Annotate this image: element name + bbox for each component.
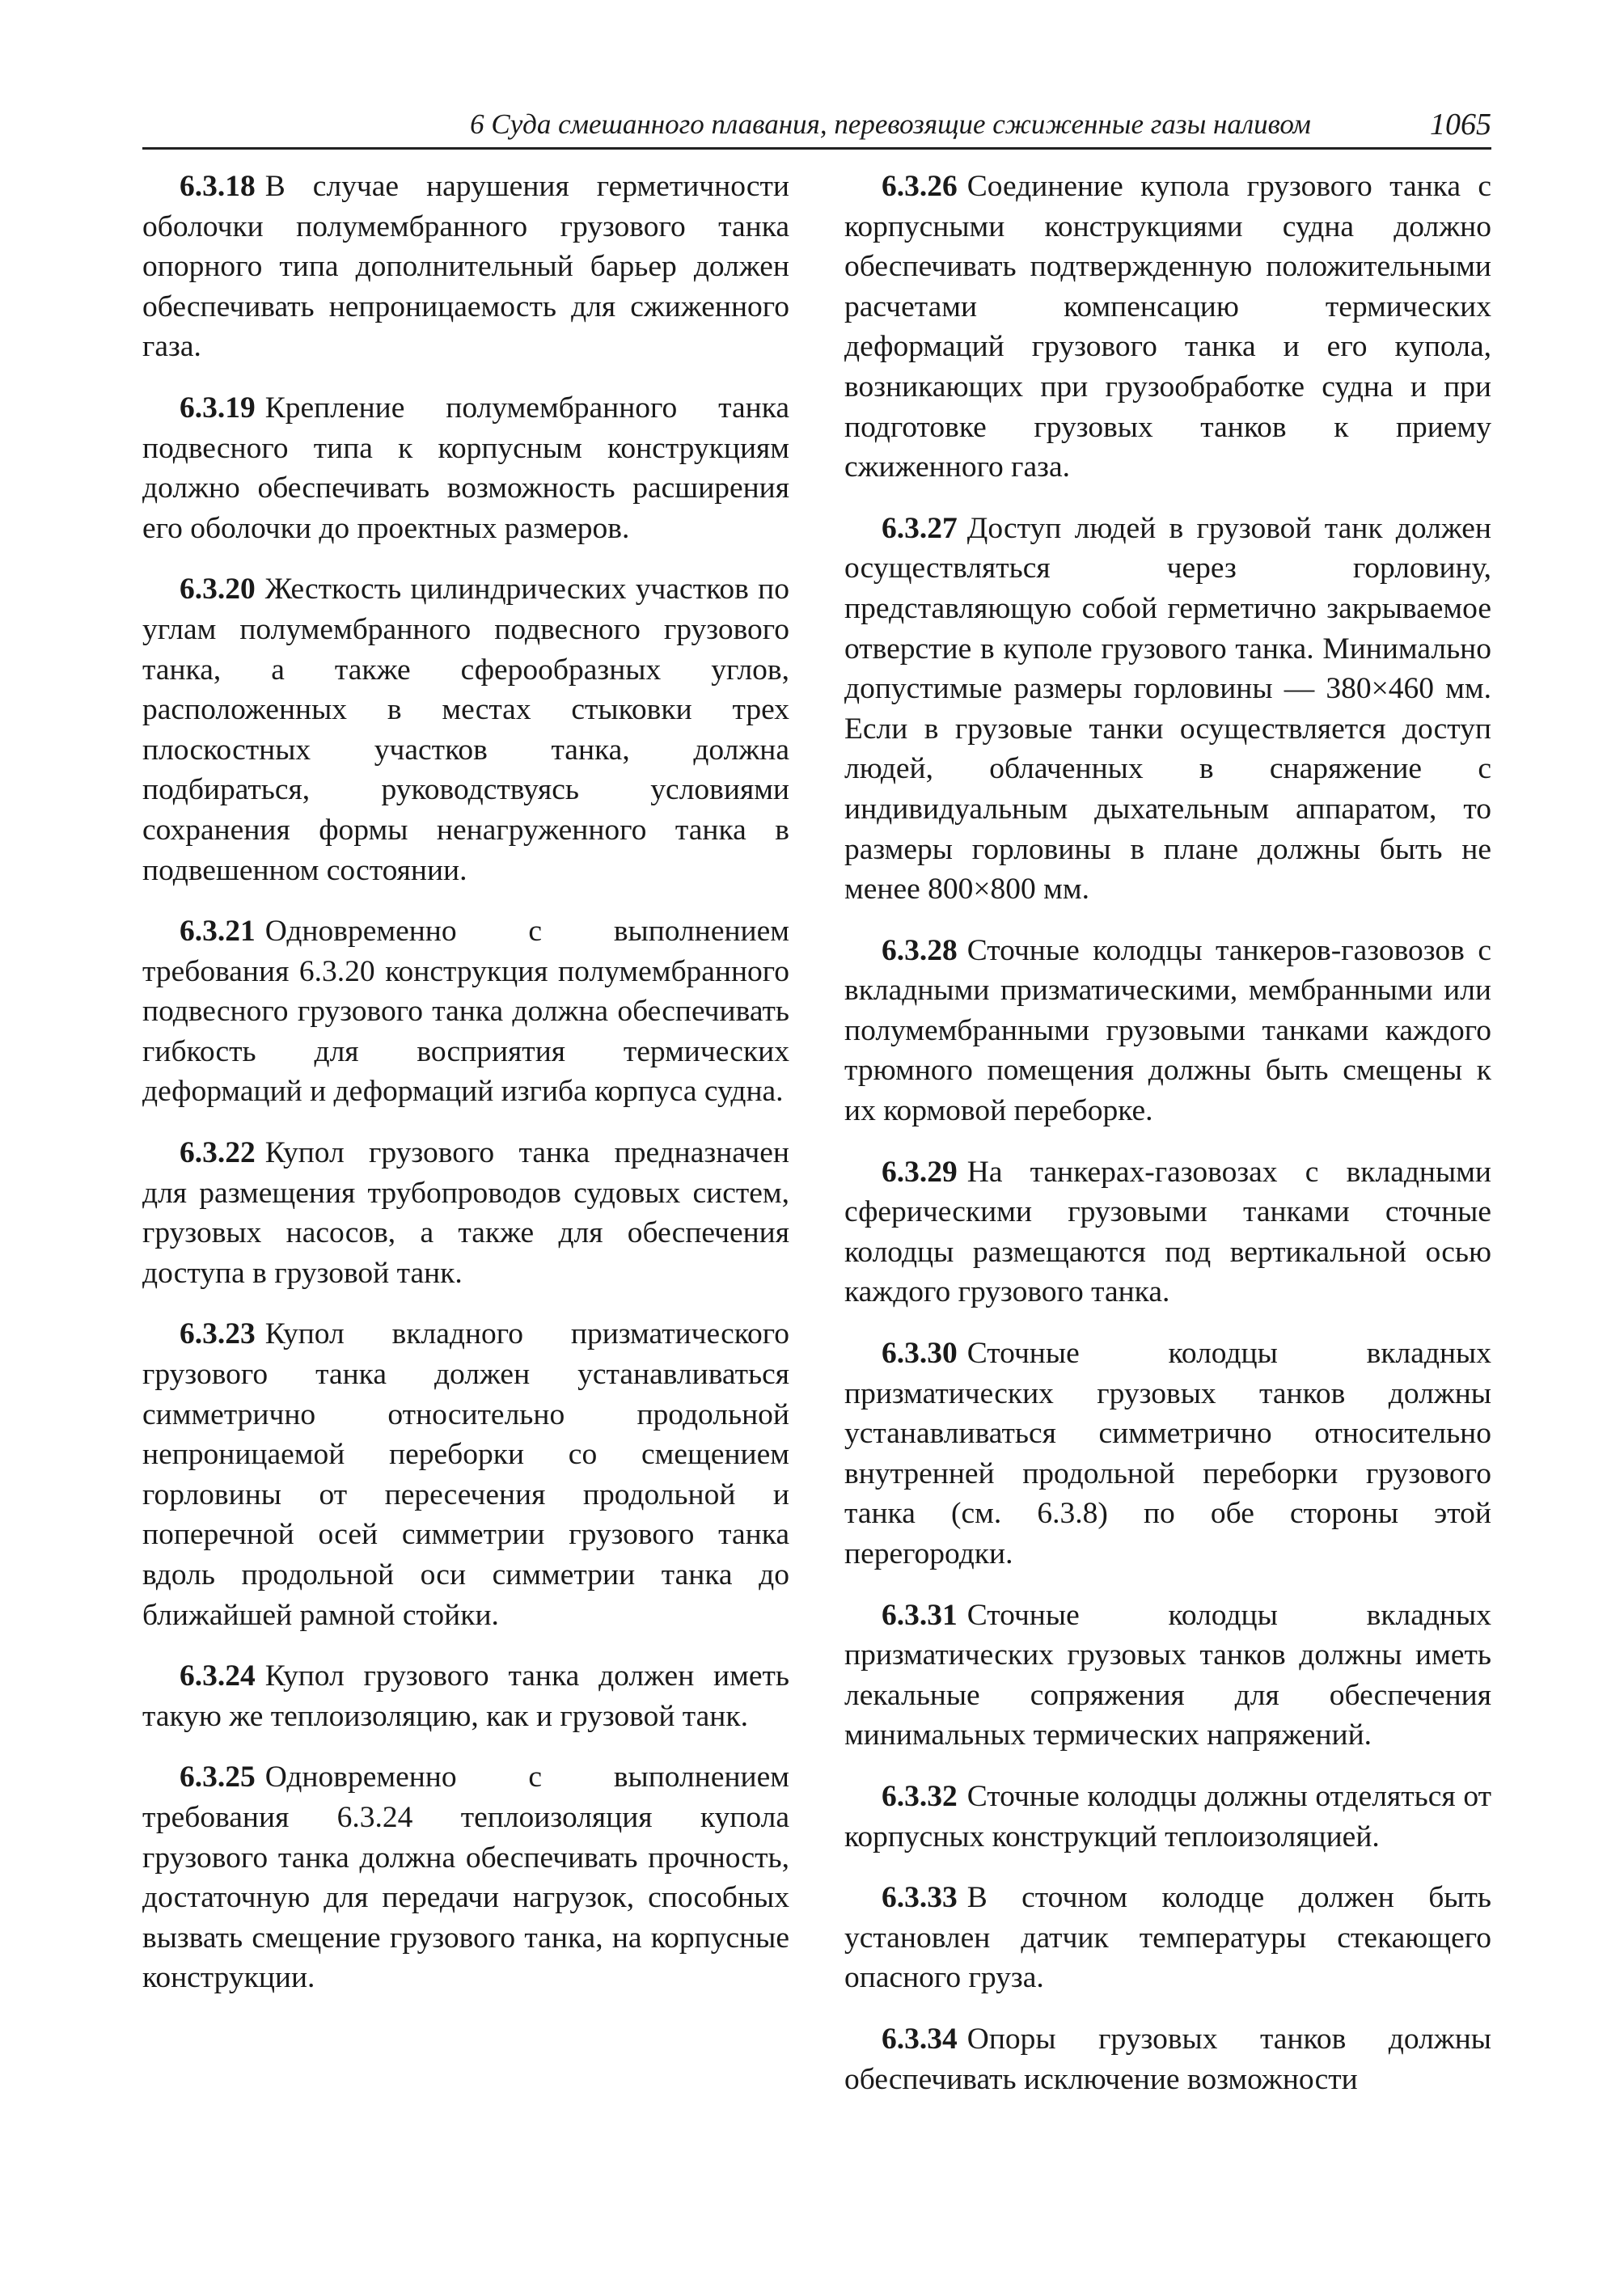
clause-paragraph (844, 1777, 1491, 1857)
clause-text: Одновременно с выполнением требования 6.3.20 конструкция полумембранного подвесного грузового танка должна обеспечивать гибкость для восприятия термических деформаций и деформаций изгиба корпуса судна. (142, 915, 789, 1109)
clause-number: 6.3.20 (180, 573, 256, 607)
clause-number: 6.3.33 (882, 1881, 958, 1915)
page-number: 1065 (1430, 108, 1491, 142)
right-column (844, 167, 1491, 2124)
clause-text: Сточные колодцы вкладных призматических грузовых танков должны иметь лекальные сопряжения для обеспечения минимальных термических напряжений. (844, 1598, 1491, 1752)
clause-paragraph (844, 2019, 1491, 2099)
clause-text: Купол грузового танка предназначен для размещения трубопроводов судовых систем, грузовых насосов, а также для обеспечения доступа в грузовой танк. (142, 1136, 789, 1290)
clause-paragraph (844, 1152, 1491, 1312)
clause-text: Жесткость цилиндрических участков по углам полумембранного подвесного грузового танка, а также сферообразных углов, расположенных в местах стыковки трех плоскостных участков танка, должна подбираться, руководствуясь условиями сохранения формы ненагруженного танка в подвешенном состоянии. (142, 573, 789, 887)
clause-text: Сточные колодцы должны отделяться от корпусных конструкций теплоизоляцией. (844, 1779, 1491, 1854)
clause-number: 6.3.25 (180, 1761, 256, 1794)
clause-number: 6.3.30 (882, 1337, 958, 1371)
clause-number: 6.3.26 (882, 170, 958, 203)
clause-text: Крепление полумембранного танка подвесного типа к корпусным конструкциям должно обеспечивать возможность расширения его оболочки до проектных размеров. (142, 391, 789, 545)
clause-paragraph (142, 1133, 789, 1293)
clause-number: 6.3.23 (180, 1317, 256, 1351)
page-header (142, 107, 1491, 150)
clause-number: 6.3.34 (882, 2022, 958, 2056)
clause-text: Соединение купола грузового танка с корпусными конструкциями судна должно обеспечивать подтвержденную положительными расчетами компенсацию термических деформаций грузового танка и его купола, возникающих при грузообработке судна и при подготовке грузовых танков к приему сжиженного газа. (844, 170, 1491, 484)
clause-text: В сточном колодце должен быть установлен датчик температуры стекающего опасного груза. (844, 1881, 1491, 1995)
clause-text: Одновременно с выполнением требования 6.3.24 теплоизоляция купола грузового танка должна обеспечивать прочность, достаточную для передачи нагрузок, способных вызвать смещение грузового танка, на корпусные конструкции. (142, 1761, 789, 1995)
clause-paragraph (844, 1878, 1491, 1998)
clause-number: 6.3.28 (882, 933, 958, 967)
clause-text: Сточные колодцы танкеров-газовозов с вкладными призматическими, мембранными или полумембранными грузовыми танками каждого трюмного помещения должны быть смещены к их кормовой переборке. (844, 933, 1491, 1128)
clause-number: 6.3.22 (180, 1136, 256, 1170)
clause-text: Доступ людей в грузовой танк должен осуществляться через горловину, представляющую собой герметично закрываемое отверстие в куполе грузового танка. Минимально допустимые размеры горловины — 380×460 мм. Если в грузовые танки осуществляется доступ людей, облаченных в снаряжение с индивидуальным дыхательным аппаратом, то размеры горловины в плане должны быть не менее 800×800 мм. (844, 511, 1491, 907)
clause-text: На танкерах-газовозах с вкладными сферическими грузовыми танками сточные колодцы размещаются под вертикальной осью каждого грузового танка. (844, 1155, 1491, 1309)
clause-paragraph (844, 509, 1491, 910)
running-title: 6 Суда смешанного плавания, перевозящие сжиженные газы наливом (470, 108, 1311, 140)
clause-paragraph (142, 1314, 789, 1635)
clause-paragraph (844, 1596, 1491, 1756)
clause-paragraph (142, 388, 789, 548)
clause-number: 6.3.31 (882, 1598, 958, 1632)
clause-number: 6.3.18 (180, 170, 256, 203)
clause-number: 6.3.19 (180, 391, 256, 425)
clause-paragraph (142, 1757, 789, 1998)
clause-paragraph (142, 569, 789, 890)
clause-number: 6.3.24 (180, 1659, 256, 1693)
left-column (142, 167, 789, 2124)
clause-text: Сточные колодцы вкладных призматических грузовых танков должны устанавливаться симметрично относительно внутренней продольной переборки грузового танка (см. 6.3.8) по обе стороны этой перегородки. (844, 1337, 1491, 1570)
clause-number: 6.3.21 (180, 915, 256, 949)
clause-text: В случае нарушения герметичности оболочки полумембранного грузового танка опорного типа дополнительный барьер должен обеспечивать непроницаемость для сжиженного газа. (142, 170, 789, 364)
clause-paragraph (844, 931, 1491, 1131)
clause-paragraph (844, 167, 1491, 488)
clause-paragraph (142, 911, 789, 1112)
clause-number: 6.3.29 (882, 1155, 958, 1189)
clause-paragraph (142, 1656, 789, 1736)
clause-paragraph (142, 167, 789, 367)
clause-number: 6.3.27 (882, 511, 958, 545)
clause-paragraph (844, 1334, 1491, 1575)
clause-text: Купол грузового танка должен иметь такую же теплоизоляцию, как и грузовой танк. (142, 1659, 789, 1733)
clause-text: Купол вкладного призматического грузового танка должен устанавливаться симметрично относительно продольной непроницаемой переборки со смещением горловины от пересечения продольной и поперечной осей симметрии грузового танка вдоль продольной оси симметрии танка до ближайшей рамной стойки. (142, 1317, 789, 1632)
clause-text: Опоры грузовых танков должны обеспечивать исключение возможности (844, 2022, 1491, 2096)
clause-number: 6.3.32 (882, 1779, 958, 1813)
